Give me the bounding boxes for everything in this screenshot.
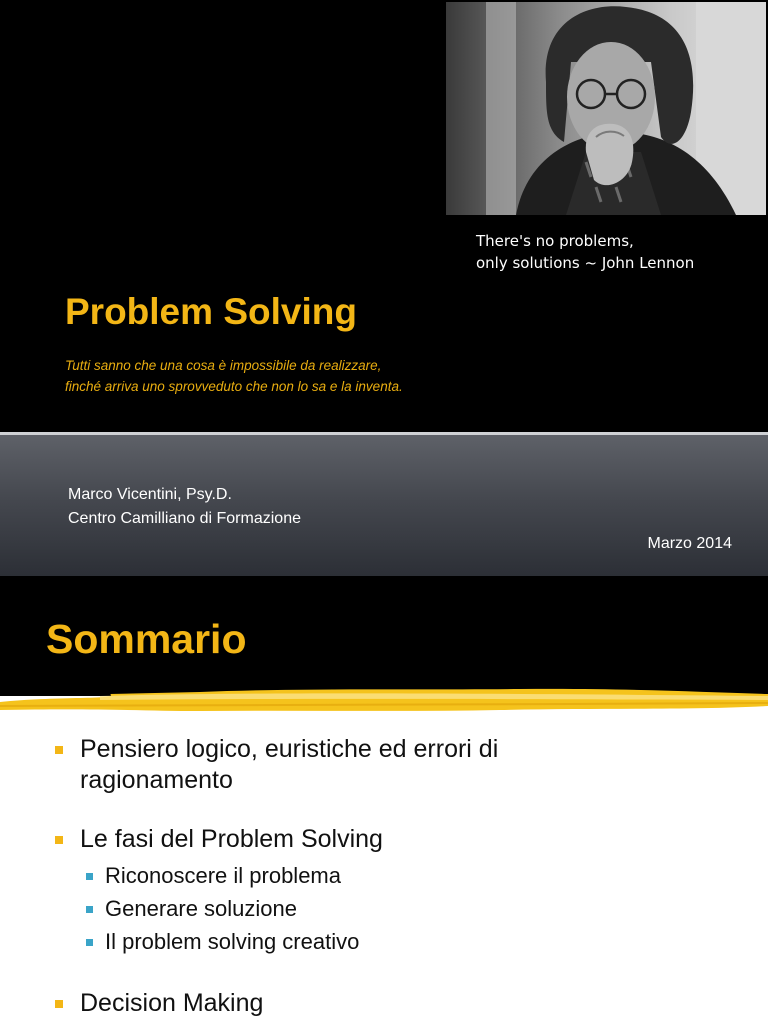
bullet-item	[80, 734, 498, 796]
subtitle-line-2: finché arriva uno sprovveduto che non lo sa e la inventa.	[65, 379, 403, 394]
square-bullet-icon	[55, 1000, 63, 1008]
square-sub-bullet-icon	[86, 906, 93, 913]
square-bullet-icon	[55, 836, 63, 844]
portrait-image	[446, 2, 766, 215]
quote-line-1: There's no problems,	[476, 232, 634, 250]
bullet-item	[80, 824, 383, 855]
author-organization: Centro Camilliano di Formazione	[68, 510, 301, 527]
sub-bullet-item	[105, 928, 359, 956]
bullet-item	[80, 988, 263, 1019]
sub-bullet-item	[105, 862, 341, 890]
subtitle-line-1: Tutti sanno che una cosa è impossibile da realizzare,	[65, 358, 382, 373]
bullet-label: Decision Making	[80, 989, 264, 1017]
quote-line-2: only solutions ~ John Lennon	[476, 254, 695, 272]
square-sub-bullet-icon	[86, 939, 93, 946]
brush-stroke-divider	[0, 680, 768, 716]
presentation-date: Marzo 2014	[647, 535, 732, 552]
summary-header	[0, 576, 768, 696]
presentation-subtitle	[65, 355, 403, 397]
author-info	[68, 483, 301, 531]
sub-bullet-label: Riconoscere il problema	[105, 863, 341, 888]
bullet-line-1: Pensiero logico, euristiche ed errori di	[80, 735, 499, 763]
title-slide	[0, 0, 768, 432]
lennon-quote	[476, 230, 694, 274]
summary-title: Sommario	[46, 616, 247, 662]
author-name: Marco Vicentini, Psy.D.	[68, 486, 232, 503]
author-band	[0, 432, 768, 576]
square-bullet-icon	[55, 746, 63, 754]
sub-bullet-label: Il problem solving creativo	[105, 929, 360, 954]
square-sub-bullet-icon	[86, 873, 93, 880]
sub-bullet-item	[105, 895, 297, 923]
sub-bullet-label: Generare soluzione	[105, 896, 298, 921]
presentation-title: Problem Solving	[65, 291, 357, 332]
bullet-label: Le fasi del Problem Solving	[80, 825, 383, 853]
portrait-photo	[446, 2, 766, 215]
bullet-line-2: ragionamento	[80, 766, 233, 794]
